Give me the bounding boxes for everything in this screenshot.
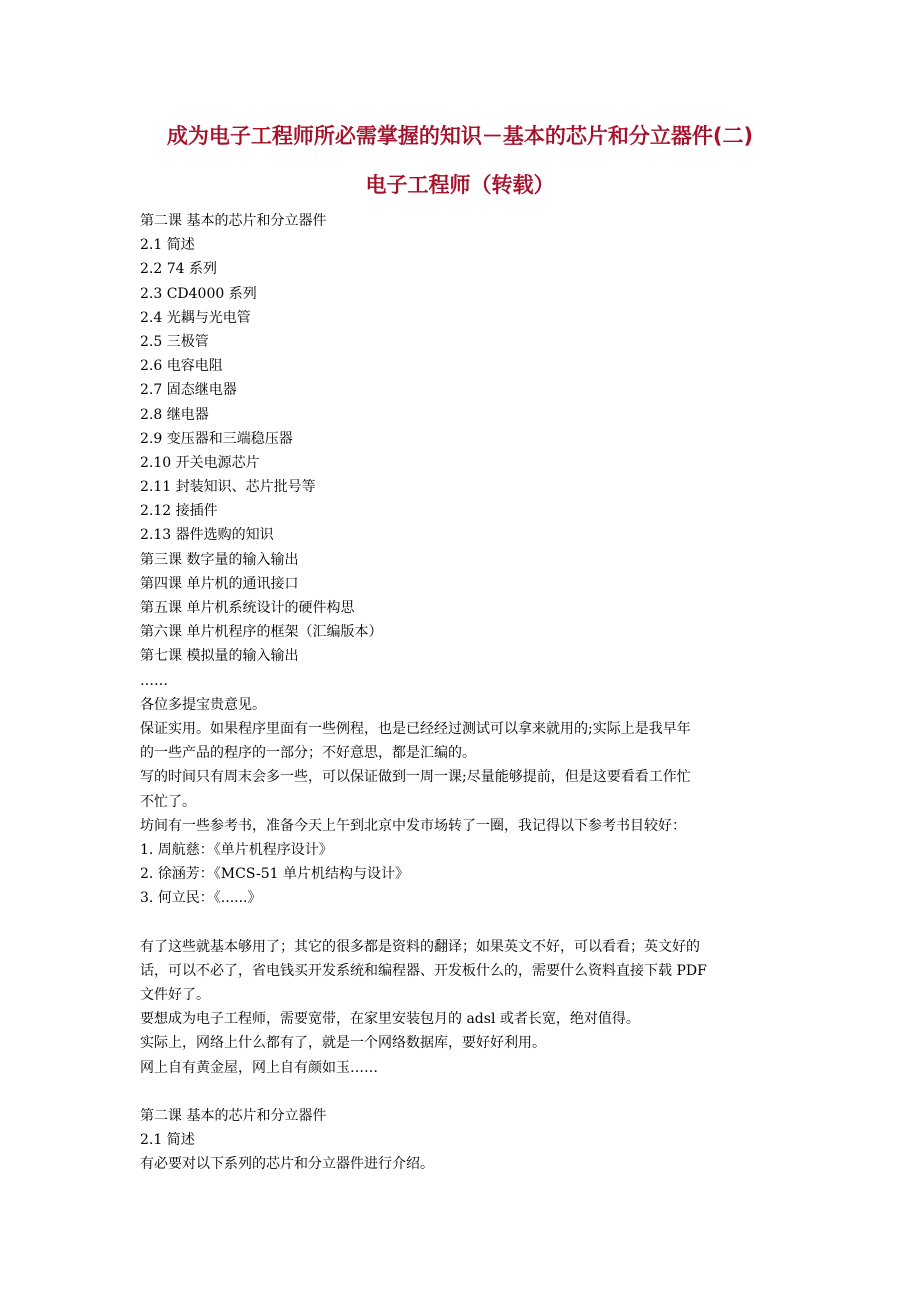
toc-item: 2.11 封装知识、芯片批号等 [140, 479, 316, 496]
paragraph-line: 不忙了。 [140, 793, 196, 810]
course-heading: 第二课 基本的芯片和分立器件 [140, 213, 327, 229]
paragraph-line: 网上自有黄金屋，网上自有颜如玉…… [140, 1059, 378, 1076]
toc-item: 2.2 74 系列 [140, 261, 217, 278]
course-item: 第六课 单片机程序的框架（汇编版本） [140, 624, 383, 641]
paragraph-line: 写的时间只有周末会多一些，可以保证做到一周一课;尽量能够提前，但是这要看看工作忙 [140, 769, 691, 786]
course-item: 第四课 单片机的通讯接口 [140, 575, 299, 592]
section-heading: 2.1 简述 [140, 1132, 195, 1149]
toc-item: 2.13 器件选购的知识 [140, 527, 274, 544]
ellipsis-line: …… [140, 672, 168, 689]
toc-item: 2.12 接插件 [140, 503, 218, 520]
paragraph-line: 坊间有一些参考书，准备今天上午到北京中发市场转了一圈，我记得以下参考书目较好： [140, 817, 686, 834]
reference-item: 2. 徐涵芳：《MCS-51 单片机结构与设计》 [140, 866, 409, 883]
paragraph-line: 文件好了。 [140, 987, 210, 1003]
reference-item: 1. 周航慈：《单片机程序设计》 [140, 841, 333, 858]
document-body [140, 209, 790, 1177]
paragraph-line: 话，可以不必了，省电钱买开发系统和编程器、开发板什么的，需要什么资料直接下载 PDF [140, 962, 707, 979]
toc-item: 2.1 简述 [140, 237, 195, 254]
course-item: 第五课 单片机系统设计的硬件构思 [140, 600, 355, 616]
toc-item: 2.5 三极管 [140, 333, 209, 350]
toc-item: 2.4 光耦与光电管 [140, 309, 251, 326]
toc-item: 2.9 变压器和三端稳压器 [140, 430, 293, 447]
blank-line [140, 1080, 790, 1104]
paragraph-line: 实际上，网络上什么都有了，就是一个网络数据库，要好好利用。 [140, 1035, 546, 1052]
paragraph-line: 的一些产品的程序的一部分；不好意思，都是汇编的。 [140, 745, 476, 762]
toc-item: 2.3 CD4000 系列 [140, 285, 257, 302]
toc-item: 2.10 开关电源芯片 [140, 454, 260, 471]
blank-line [140, 910, 790, 934]
course-heading: 第二课 基本的芯片和分立器件 [140, 1107, 327, 1124]
paragraph-line: 各位多提宝贵意见。 [140, 696, 266, 713]
reference-item: 3. 何立民：《......》 [140, 890, 262, 907]
toc-item: 2.8 继电器 [140, 406, 209, 423]
course-item: 第三课 数字量的输入输出 [140, 551, 299, 568]
paragraph-line: 有必要对以下系列的芯片和分立器件进行介绍。 [140, 1156, 434, 1173]
paragraph-line: 要想成为电子工程师，需要宽带，在家里安装包月的 adsl 或者长宽，绝对值得。 [140, 1011, 640, 1028]
toc-item: 2.7 固态继电器 [140, 382, 237, 399]
document-title: 成为电子工程师所必需掌握的知识－基本的芯片和分立器件(二) [166, 124, 754, 148]
paragraph-line: 有了这些就基本够用了；其它的很多都是资料的翻译；如果英文不好，可以看看；英文好的 [140, 938, 700, 955]
course-item: 第七课 模拟量的输入输出 [140, 648, 299, 665]
toc-item: 2.6 电容电阻 [140, 358, 223, 375]
paragraph-line: 保证实用。如果程序里面有一些例程，也是已经经过测试可以拿来就用的;实际上是我早年 [140, 720, 691, 737]
document-subtitle: 电子工程师（转载） [365, 173, 555, 197]
